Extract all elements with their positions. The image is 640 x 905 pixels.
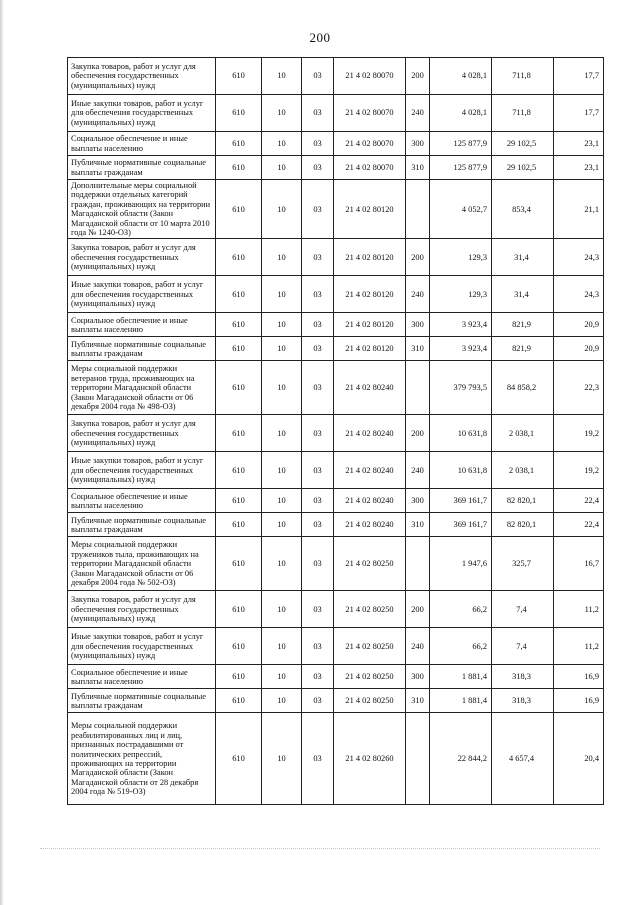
- cell-fact: 7,4: [492, 628, 554, 665]
- cell-pr: 03: [302, 415, 334, 452]
- cell-pct: 23,1: [554, 156, 604, 180]
- table-row: [68, 58, 604, 95]
- cell-plan: 10 631,8: [430, 415, 492, 452]
- cell-rz: 10: [262, 276, 302, 313]
- cell-rz: 10: [262, 537, 302, 591]
- cell-rz: 10: [262, 313, 302, 337]
- table-row: [68, 665, 604, 689]
- cell-pct: 21,1: [554, 180, 604, 239]
- cell-fact: 318,3: [492, 665, 554, 689]
- cell-ved: 610: [216, 95, 262, 132]
- cell-pct: 17,7: [554, 95, 604, 132]
- table-row: [68, 180, 604, 239]
- cell-pct: 24,3: [554, 239, 604, 276]
- cell-plan: 1 881,4: [430, 689, 492, 713]
- cell-fact: 4 657,4: [492, 713, 554, 805]
- cell-csr: 21 4 02 80240: [334, 361, 406, 415]
- cell-fact: 84 858,2: [492, 361, 554, 415]
- cell-name: Закупка товаров, работ и услуг для обеспечения государственных (муниципальных) нужд: [68, 239, 216, 276]
- cell-csr: 21 4 02 80250: [334, 689, 406, 713]
- cell-name: Меры социальной поддержки реабилитированных лиц и лиц, признанных пострадавшими от политических репрессий, проживающих на территории Магаданской области (Закон Магаданской области от 28 декабря 2004 года № 519-ОЗ): [68, 713, 216, 805]
- cell-fact: 31,4: [492, 276, 554, 313]
- cell-ved: 610: [216, 276, 262, 313]
- cell-name: Публичные нормативные социальные выплаты гражданам: [68, 513, 216, 537]
- cell-pr: 03: [302, 489, 334, 513]
- cell-pr: 03: [302, 276, 334, 313]
- cell-name: Публичные нормативные социальные выплаты гражданам: [68, 689, 216, 713]
- cell-csr: 21 4 02 80240: [334, 452, 406, 489]
- cell-pr: 03: [302, 180, 334, 239]
- cell-csr: 21 4 02 80120: [334, 239, 406, 276]
- cell-csr: 21 4 02 80250: [334, 628, 406, 665]
- cell-name: Социальное обеспечение и иные выплаты населению: [68, 489, 216, 513]
- cell-pct: 23,1: [554, 132, 604, 156]
- cell-plan: 1 881,4: [430, 665, 492, 689]
- cell-vr: 200: [406, 58, 430, 95]
- cell-rz: 10: [262, 513, 302, 537]
- cell-pct: 24,3: [554, 276, 604, 313]
- cell-pr: 03: [302, 337, 334, 361]
- table-row: [68, 537, 604, 591]
- cell-plan: 1 947,6: [430, 537, 492, 591]
- cell-fact: 82 820,1: [492, 489, 554, 513]
- cell-pct: 20,9: [554, 337, 604, 361]
- cell-name: Иные закупки товаров, работ и услуг для обеспечения государственных (муниципальных) нужд: [68, 276, 216, 313]
- table-row: [68, 713, 604, 805]
- table-row: [68, 689, 604, 713]
- cell-fact: 821,9: [492, 337, 554, 361]
- cell-plan: 3 923,4: [430, 313, 492, 337]
- cell-pr: 03: [302, 513, 334, 537]
- table-row: [68, 156, 604, 180]
- cell-csr: 21 4 02 80240: [334, 415, 406, 452]
- cell-vr: 310: [406, 156, 430, 180]
- cell-fact: 318,3: [492, 689, 554, 713]
- cell-name: Иные закупки товаров, работ и услуг для обеспечения государственных (муниципальных) нужд: [68, 452, 216, 489]
- cell-csr: 21 4 02 80250: [334, 591, 406, 628]
- table-row: [68, 132, 604, 156]
- cell-ved: 610: [216, 537, 262, 591]
- cell-rz: 10: [262, 665, 302, 689]
- cell-ved: 610: [216, 628, 262, 665]
- cell-vr: 200: [406, 415, 430, 452]
- cell-pct: 11,2: [554, 628, 604, 665]
- cell-ved: 610: [216, 361, 262, 415]
- cell-vr: 200: [406, 591, 430, 628]
- cell-plan: 379 793,5: [430, 361, 492, 415]
- cell-pct: 22,4: [554, 489, 604, 513]
- cell-csr: 21 4 02 80120: [334, 276, 406, 313]
- cell-name: Иные закупки товаров, работ и услуг для обеспечения государственных (муниципальных) нужд: [68, 628, 216, 665]
- cell-vr: [406, 180, 430, 239]
- cell-rz: 10: [262, 95, 302, 132]
- cell-ved: 610: [216, 337, 262, 361]
- cell-plan: 3 923,4: [430, 337, 492, 361]
- cell-plan: 129,3: [430, 239, 492, 276]
- cell-rz: 10: [262, 156, 302, 180]
- table-row: [68, 337, 604, 361]
- cell-csr: 21 4 02 80070: [334, 156, 406, 180]
- cell-fact: 711,8: [492, 58, 554, 95]
- cell-vr: 300: [406, 489, 430, 513]
- cell-csr: 21 4 02 80240: [334, 489, 406, 513]
- table-row: [68, 591, 604, 628]
- cell-plan: 4 052,7: [430, 180, 492, 239]
- cell-fact: 31,4: [492, 239, 554, 276]
- cell-pr: 03: [302, 665, 334, 689]
- cell-name: Дополнительные меры социальной поддержки отдельных категорий граждан, проживающих на территории Магаданской области (Закон Магаданской области от 10 марта 2010 года № 1240-ОЗ): [68, 180, 216, 239]
- table-row: [68, 489, 604, 513]
- cell-ved: 610: [216, 513, 262, 537]
- table-row: [68, 628, 604, 665]
- cell-csr: 21 4 02 80250: [334, 537, 406, 591]
- cell-plan: 125 877,9: [430, 156, 492, 180]
- cell-vr: 240: [406, 628, 430, 665]
- cell-name: Социальное обеспечение и иные выплаты населению: [68, 313, 216, 337]
- cell-pct: 19,2: [554, 415, 604, 452]
- cell-csr: 21 4 02 80070: [334, 132, 406, 156]
- cell-vr: 240: [406, 452, 430, 489]
- cell-fact: 29 102,5: [492, 132, 554, 156]
- page-number: 200: [309, 30, 331, 45]
- cell-pct: 17,7: [554, 58, 604, 95]
- table-row: [68, 513, 604, 537]
- cell-plan: 4 028,1: [430, 95, 492, 132]
- cell-pct: 16,9: [554, 665, 604, 689]
- cell-name: Социальное обеспечение и иные выплаты населению: [68, 132, 216, 156]
- cell-pr: 03: [302, 156, 334, 180]
- budget-table: [67, 57, 604, 805]
- cell-vr: 240: [406, 276, 430, 313]
- cell-vr: [406, 537, 430, 591]
- cell-fact: 2 038,1: [492, 415, 554, 452]
- cell-pct: 16,9: [554, 689, 604, 713]
- cell-ved: 610: [216, 689, 262, 713]
- scan-edge-shadow: [0, 0, 4, 905]
- table-row: [68, 415, 604, 452]
- cell-csr: 21 4 02 80120: [334, 313, 406, 337]
- cell-vr: 310: [406, 337, 430, 361]
- cell-name: Публичные нормативные социальные выплаты гражданам: [68, 156, 216, 180]
- cell-pct: 11,2: [554, 591, 604, 628]
- cell-csr: 21 4 02 80120: [334, 337, 406, 361]
- cell-name: Закупка товаров, работ и услуг для обеспечения государственных (муниципальных) нужд: [68, 58, 216, 95]
- table-row: [68, 276, 604, 313]
- cell-fact: 2 038,1: [492, 452, 554, 489]
- cell-ved: 610: [216, 489, 262, 513]
- cell-name: Иные закупки товаров, работ и услуг для обеспечения государственных (муниципальных) нужд: [68, 95, 216, 132]
- cell-fact: 82 820,1: [492, 513, 554, 537]
- cell-csr: 21 4 02 80070: [334, 58, 406, 95]
- scan-noise-line: [40, 848, 600, 850]
- table-body: [68, 58, 604, 805]
- cell-name: Закупка товаров, работ и услуг для обеспечения государственных (муниципальных) нужд: [68, 591, 216, 628]
- cell-plan: 129,3: [430, 276, 492, 313]
- cell-ved: 610: [216, 180, 262, 239]
- cell-csr: 21 4 02 80120: [334, 180, 406, 239]
- cell-pct: 19,2: [554, 452, 604, 489]
- cell-pr: 03: [302, 239, 334, 276]
- table-row: [68, 239, 604, 276]
- cell-pct: 20,4: [554, 713, 604, 805]
- cell-plan: 10 631,8: [430, 452, 492, 489]
- cell-pr: 03: [302, 132, 334, 156]
- cell-fact: 325,7: [492, 537, 554, 591]
- cell-rz: 10: [262, 591, 302, 628]
- cell-plan: 4 028,1: [430, 58, 492, 95]
- cell-csr: 21 4 02 80260: [334, 713, 406, 805]
- cell-plan: 369 161,7: [430, 489, 492, 513]
- table-row: [68, 95, 604, 132]
- cell-rz: 10: [262, 489, 302, 513]
- cell-fact: 711,8: [492, 95, 554, 132]
- cell-rz: 10: [262, 689, 302, 713]
- cell-name: Публичные нормативные социальные выплаты гражданам: [68, 337, 216, 361]
- table-row: [68, 313, 604, 337]
- cell-pct: 16,7: [554, 537, 604, 591]
- cell-plan: 22 844,2: [430, 713, 492, 805]
- cell-rz: 10: [262, 337, 302, 361]
- cell-fact: 853,4: [492, 180, 554, 239]
- cell-rz: 10: [262, 239, 302, 276]
- cell-rz: 10: [262, 58, 302, 95]
- cell-vr: 240: [406, 95, 430, 132]
- cell-pct: 22,4: [554, 513, 604, 537]
- cell-vr: 310: [406, 513, 430, 537]
- cell-vr: [406, 713, 430, 805]
- cell-rz: 10: [262, 415, 302, 452]
- cell-fact: 29 102,5: [492, 156, 554, 180]
- cell-name: Закупка товаров, работ и услуг для обеспечения государственных (муниципальных) нужд: [68, 415, 216, 452]
- cell-rz: 10: [262, 628, 302, 665]
- table-row: [68, 361, 604, 415]
- cell-ved: 610: [216, 156, 262, 180]
- cell-name: Социальное обеспечение и иные выплаты населению: [68, 665, 216, 689]
- cell-pr: 03: [302, 313, 334, 337]
- cell-rz: 10: [262, 180, 302, 239]
- cell-rz: 10: [262, 361, 302, 415]
- cell-name: Меры социальной поддержки ветеранов труда, проживающих на территории Магаданской области (Закон Магаданской области от 06 декабря 2004 года № 498-ОЗ): [68, 361, 216, 415]
- cell-csr: 21 4 02 80240: [334, 513, 406, 537]
- cell-plan: 66,2: [430, 591, 492, 628]
- cell-plan: 66,2: [430, 628, 492, 665]
- cell-pr: 03: [302, 95, 334, 132]
- cell-vr: 200: [406, 239, 430, 276]
- cell-pr: 03: [302, 689, 334, 713]
- cell-vr: 300: [406, 313, 430, 337]
- cell-fact: 7,4: [492, 591, 554, 628]
- cell-vr: 300: [406, 132, 430, 156]
- cell-pr: 03: [302, 628, 334, 665]
- cell-rz: 10: [262, 452, 302, 489]
- table-row: [68, 452, 604, 489]
- cell-pr: 03: [302, 591, 334, 628]
- cell-vr: 310: [406, 689, 430, 713]
- cell-csr: 21 4 02 80250: [334, 665, 406, 689]
- cell-csr: 21 4 02 80070: [334, 95, 406, 132]
- cell-pr: 03: [302, 58, 334, 95]
- cell-pct: 20,9: [554, 313, 604, 337]
- cell-fact: 821,9: [492, 313, 554, 337]
- cell-ved: 610: [216, 415, 262, 452]
- cell-vr: 300: [406, 665, 430, 689]
- cell-rz: 10: [262, 713, 302, 805]
- cell-vr: [406, 361, 430, 415]
- cell-plan: 369 161,7: [430, 513, 492, 537]
- cell-pr: 03: [302, 537, 334, 591]
- cell-ved: 610: [216, 313, 262, 337]
- cell-ved: 610: [216, 239, 262, 276]
- cell-ved: 610: [216, 58, 262, 95]
- cell-plan: 125 877,9: [430, 132, 492, 156]
- cell-pct: 22,3: [554, 361, 604, 415]
- cell-name: Меры социальной поддержки тружеников тыла, проживающих на территории Магаданской области (Закон Магаданской области от 06 декабря 2004 года № 502-ОЗ): [68, 537, 216, 591]
- cell-ved: 610: [216, 713, 262, 805]
- cell-ved: 610: [216, 665, 262, 689]
- cell-ved: 610: [216, 132, 262, 156]
- cell-ved: 610: [216, 591, 262, 628]
- cell-pr: 03: [302, 452, 334, 489]
- cell-pr: 03: [302, 361, 334, 415]
- cell-ved: 610: [216, 452, 262, 489]
- cell-pr: 03: [302, 713, 334, 805]
- cell-rz: 10: [262, 132, 302, 156]
